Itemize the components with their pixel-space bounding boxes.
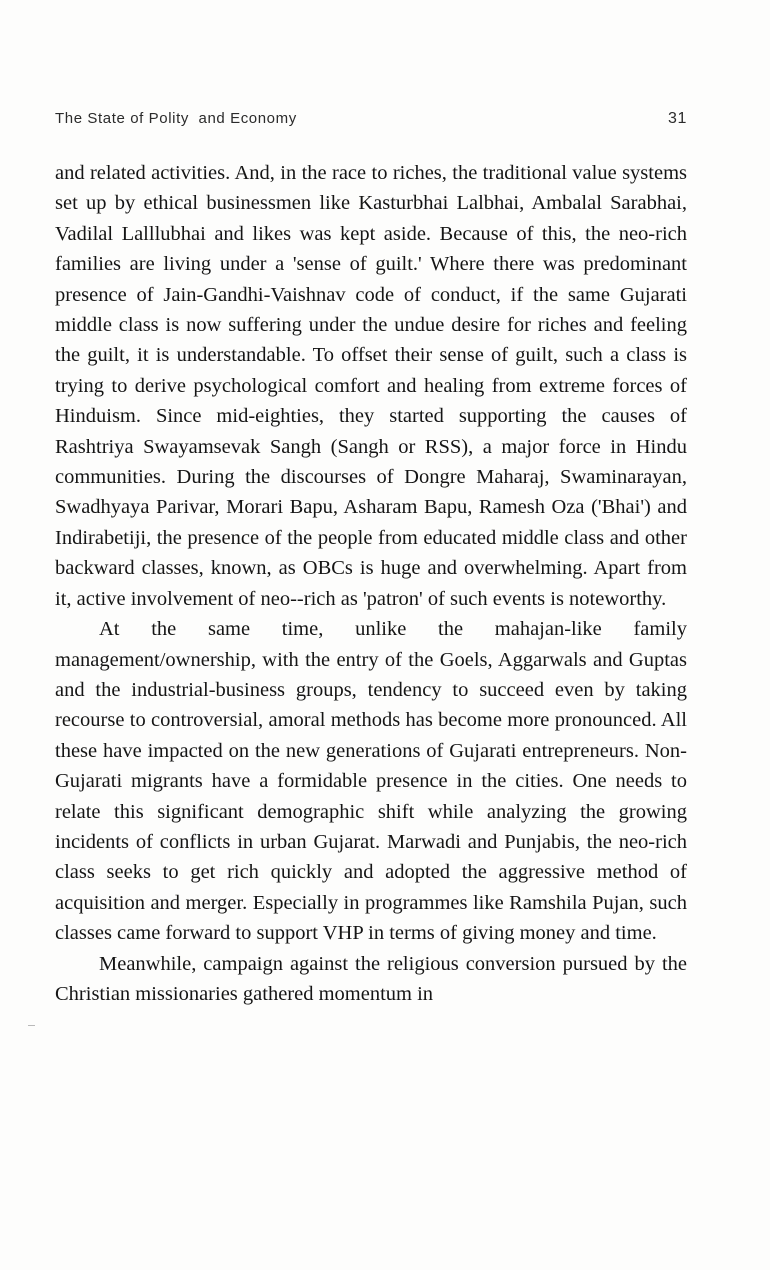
paragraph: and related activities. And, in the race to riches, the traditional value systems set up by ethical businessmen like Kasturbhai Lalbhai, Ambalal Sarabhai, Vadilal Lalllubhai and likes was kept aside. Because of this, the neo-rich families are living under a 'sense of guilt.' Where there was predominant presence of Jain-Gandhi-Vaishnav code of conduct, if the same Gujarati middle class is now suffering under the undue desire for riches and feeling the guilt, it is understandable. To offset their sense of guilt, such a class is trying to derive psychological comfort and healing from extreme forces of Hinduism. Since mid-eighties, they started supporting the causes of Rashtriya Swayamsevak Sangh (Sangh or RSS), a major force in Hindu communities. During the discourses of Dongre Maharaj, Swaminarayan, Swadhyaya Parivar, Morari Bapu, Asharam Bapu, Ramesh Oza ('Bhai') and Indirabetiji, the presence of the people from educated middle class and other backward classes, known, as OBCs is huge and overwhelming. Apart from it, active involvement of neo--rich as 'patron' of such events is noteworthy. <box>55 162 687 610</box>
running-header <box>55 110 687 128</box>
page-content <box>55 110 687 1009</box>
body-text <box>55 158 687 1009</box>
margin-tick-mark <box>28 1025 35 1026</box>
paragraph: At the same time, unlike the mahajan-like family management/ownership, with the entry of the Goels, Aggarwals and Guptas and the industrial-business groups, tendency to succeed even by taking recourse to controversial, amoral methods has become more pronounced. All these have impacted on the new generations of Gujarati entrepreneurs. Non-Gujarati migrants have a formidable presence in the cities. One needs to relate this significant demographic shift while analyzing the growing incidents of conflicts in urban Gujarat. Marwadi and Punjabis, the neo-rich class seeks to get rich quickly and adopted the aggressive method of acquisition and merger. Especially in programmes like Ramshila Pujan, such classes came forward to support VHP in terms of giving money and time. <box>55 618 687 945</box>
running-header-title: The State of Polity and Economy <box>55 110 297 127</box>
paragraph: Meanwhile, campaign against the religious conversion pursued by the Christian missionaries gathered momentum in <box>55 952 687 1005</box>
page-number: 31 <box>668 110 687 127</box>
